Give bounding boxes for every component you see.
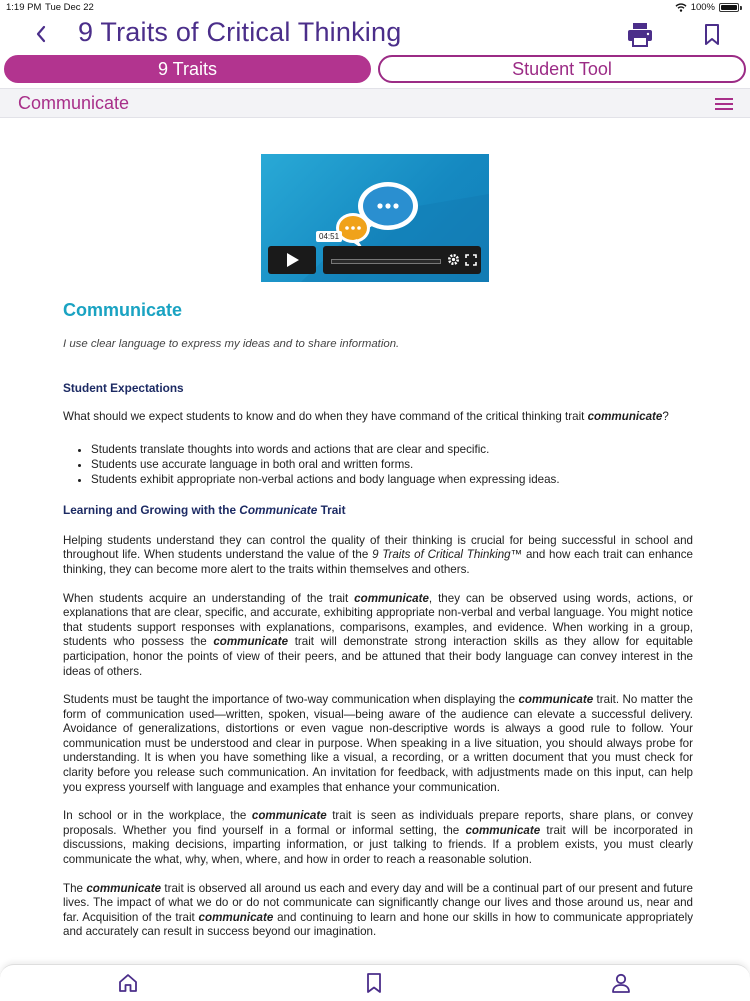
paragraph-2: When students acquire an understanding of the trait communicate, they can be observed using words, actions, or explanations that are clear, specific, and accurate, exhibiting appropriate non-verbal and verbal language. You might notice that students support responses with explanations, comparisons, examples, and evidence. When working in a group, students who possess the communicate trait will demonstrate strong interaction skills as they allow for equitable participation, honor the points of view of their peers, and be attuned that their body language can convey interest in the ideas of others. xyxy=(63,591,693,678)
video-time: 04:51 xyxy=(316,231,342,242)
settings-icon[interactable] xyxy=(447,253,460,266)
home-button[interactable] xyxy=(116,971,140,995)
list-item: • Students translate thoughts into words and actions that are clear and specific. xyxy=(91,443,693,458)
back-button[interactable] xyxy=(28,18,54,50)
wifi-icon xyxy=(675,3,687,12)
chevron-left-icon xyxy=(35,25,47,43)
section-title: Communicate xyxy=(18,93,130,113)
print-button[interactable] xyxy=(626,22,654,48)
fullscreen-icon[interactable] xyxy=(465,254,477,266)
play-button[interactable] xyxy=(268,246,316,274)
video-control-bar xyxy=(319,232,481,274)
paragraph-5: The communicate trait is observed all around us each and every day and will be a continual part of our present and future lives. The impact of what we do or do not communicate can significantly change our lives and those around us, near and far. Acquisition of the trait communicate and continuing to learn and hone our skills in how to communicate appropriately and accurately can result in success beyond our imagination. xyxy=(63,881,693,939)
bookmarks-button[interactable] xyxy=(362,971,386,995)
battery-icon xyxy=(719,3,739,12)
battery-tip xyxy=(740,6,742,10)
video-progress-bar[interactable] xyxy=(331,259,441,264)
tab-student-tool[interactable]: Student Tool xyxy=(378,55,746,83)
student-expectations-heading: Student Expectations xyxy=(63,381,184,396)
status-date: Tue Dec 22 xyxy=(45,2,94,13)
bookmark-icon xyxy=(362,971,386,995)
bookmark-icon xyxy=(701,22,723,48)
page-title: 9 Traits of Critical Thinking xyxy=(78,17,402,47)
paragraph-1: Helping students understand they can control the quality of their thinking is crucial for being successful in school and throughout life. When students understand the value of the 9 Traits of Critical Thinking™ and how each trait can enhance thinking, they can become more alert to the traits within themselves and others. xyxy=(63,533,693,576)
article xyxy=(63,300,693,940)
hamburger-menu-icon xyxy=(714,97,734,111)
expectations-intro: What should we expect students to know and do when they have command of the critical thinking trait communicate? xyxy=(63,409,669,423)
profile-button[interactable] xyxy=(609,971,633,995)
expectations-list xyxy=(63,443,693,487)
article-tagline: I use clear language to express my ideas and to share information. xyxy=(63,337,400,350)
article-title: Communicate xyxy=(63,300,183,320)
video-player[interactable] xyxy=(261,154,489,282)
bottom-nav xyxy=(0,964,750,1001)
section-bar xyxy=(0,88,750,118)
menu-button[interactable] xyxy=(714,97,734,111)
video-controls xyxy=(268,232,481,274)
bookmark-button[interactable] xyxy=(701,22,723,48)
home-icon xyxy=(116,971,140,995)
battery-percent: 100% xyxy=(690,2,715,13)
list-item: • Students exhibit appropriate non-verbal actions and body language when expressing ideas. xyxy=(91,473,693,488)
learning-growing-heading: Learning and Growing with the Communicate Trait xyxy=(63,503,346,518)
printer-icon xyxy=(626,22,654,48)
list-item: • Students use accurate language in both oral and written forms. xyxy=(91,458,693,473)
paragraph-3: Students must be taught the importance of two-way communication when displaying the communicate trait. No matter the form of communication used—written, spoken, visual—being aware of the audience can elevate a successful delivery. Avoidance of generalizations, distortions or even vague non-descriptive words is always a good rule to follow. Your communication must be understood and clear in purpose. When speaking in a live situation, you should always probe for understanding. It is when you have something like a visual, a recording, or a written document that you must check for clarity before you release such communication. An invitation for feedback, with adjustments made on this input, can help you express yourself with language and examples that enhance your communication. xyxy=(63,693,693,794)
play-icon xyxy=(268,246,316,274)
header xyxy=(0,14,750,54)
status-indicators xyxy=(675,2,742,13)
tab-9-traits[interactable]: 9 Traits xyxy=(4,55,371,83)
status-time: 1:19 PM xyxy=(6,2,42,13)
paragraph-4: In school or in the workplace, the communicate trait is seen as individuals prepare reports, share plans, or convey proposals. Whether you find yourself in a formal or informal setting, the communicate trait will be incorporated in discussions, making decisions, imparting information, or just talking to friends. If a problem exists, you must clearly communicate the what, why, when, where, and how in order to reach a reasonable solution. xyxy=(63,809,693,867)
profile-icon xyxy=(609,971,633,995)
